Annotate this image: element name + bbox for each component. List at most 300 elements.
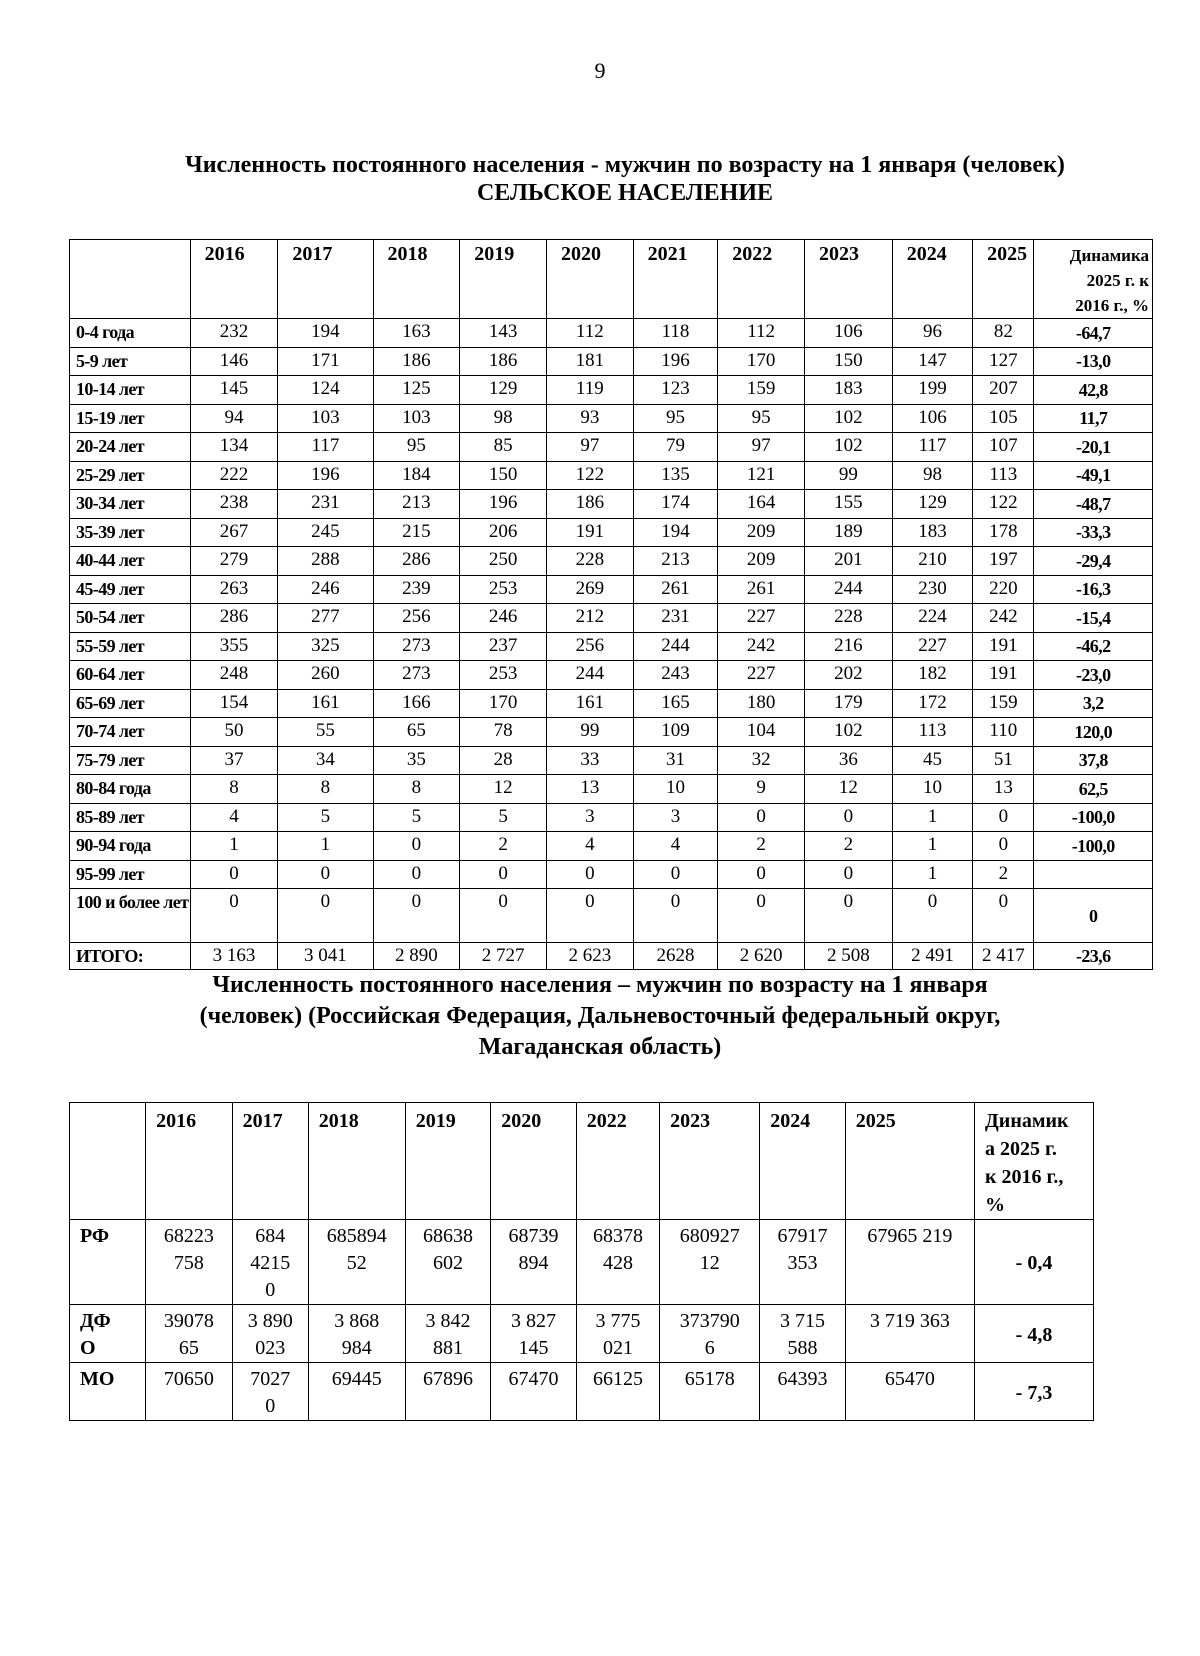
value-line: 0	[265, 1279, 276, 1301]
value-cell: 155	[805, 490, 893, 519]
value-cell: 13	[546, 775, 633, 804]
value-cell: 2 508	[805, 943, 893, 970]
value-line: 68223	[163, 1225, 214, 1247]
value-cell: 102	[805, 404, 893, 433]
value-cell: 2 727	[460, 943, 547, 970]
value-cell: 186	[460, 347, 547, 376]
value-cell: 134	[190, 433, 278, 462]
value-cell: 184	[373, 461, 460, 490]
value-cell: 1	[278, 832, 373, 861]
value-cell: 248	[190, 661, 278, 690]
age-group-label: ИТОГО:	[70, 943, 191, 970]
table-header-row	[70, 240, 1153, 319]
age-group-label: 35-39 лет	[70, 518, 191, 547]
value-cell: 355	[190, 632, 278, 661]
dynamics-cell: -49,1	[1034, 461, 1153, 490]
value-cell: 104	[718, 718, 805, 747]
value-cell: 122	[546, 461, 633, 490]
value-cell: 253	[460, 661, 547, 690]
value-cell: 0	[546, 889, 633, 943]
value-cell: 224	[892, 604, 972, 633]
value-line: 3 827	[510, 1310, 556, 1332]
value-cell: 0	[633, 889, 718, 943]
value-cell: 8	[373, 775, 460, 804]
value-cell	[845, 1363, 974, 1421]
year-header: 2019	[460, 240, 547, 319]
value-line: 353	[787, 1252, 818, 1274]
year-header: 2025	[845, 1103, 974, 1220]
value-cell: 269	[546, 575, 633, 604]
value-cell: 288	[278, 547, 373, 576]
value-cell: 231	[278, 490, 373, 519]
value-cell: 199	[892, 376, 972, 405]
value-cell: 13	[973, 775, 1034, 804]
dynamics-header-line: %	[985, 1194, 1006, 1216]
value-cell: 1	[892, 803, 972, 832]
year-header: 2018	[373, 240, 460, 319]
age-group-label: 95-99 лет	[70, 860, 191, 889]
value-cell	[576, 1220, 659, 1305]
value-cell: 189	[805, 518, 893, 547]
dynamics-cell: -48,7	[1034, 490, 1153, 519]
value-cell: 97	[546, 433, 633, 462]
header-empty-cell	[70, 240, 191, 319]
value-cell: 85	[460, 433, 547, 462]
value-cell: 273	[373, 632, 460, 661]
value-cell: 9	[718, 775, 805, 804]
dynamics-cell: -100,0	[1034, 803, 1153, 832]
table-row	[70, 461, 1153, 490]
dynamics-cell: -29,4	[1034, 547, 1153, 576]
value-cell: 2	[460, 832, 547, 861]
value-cell: 174	[633, 490, 718, 519]
value-cell: 112	[718, 319, 805, 348]
value-cell: 181	[546, 347, 633, 376]
value-cell: 213	[373, 490, 460, 519]
value-cell: 147	[892, 347, 972, 376]
value-cell: 163	[373, 319, 460, 348]
value-line: 65470	[884, 1368, 935, 1390]
value-line: 65178	[684, 1368, 735, 1390]
age-group-label: 15-19 лет	[70, 404, 191, 433]
year-header: 2023	[660, 1103, 760, 1220]
value-cell: 94	[190, 404, 278, 433]
value-cell: 34	[278, 746, 373, 775]
value-cell: 0	[633, 860, 718, 889]
value-cell: 191	[973, 661, 1034, 690]
dynamics-header	[975, 1103, 1094, 1220]
value-cell: 95	[373, 433, 460, 462]
value-cell: 135	[633, 461, 718, 490]
age-group-label: 40-44 лет	[70, 547, 191, 576]
year-header: 2024	[892, 240, 972, 319]
value-cell: 35	[373, 746, 460, 775]
value-cell	[760, 1305, 846, 1363]
value-cell: 227	[718, 661, 805, 690]
dynamics-cell: -64,7	[1034, 319, 1153, 348]
dynamics-cell: -23,0	[1034, 661, 1153, 690]
dynamics-cell: -20,1	[1034, 433, 1153, 462]
value-cell: 191	[973, 632, 1034, 661]
value-cell: 123	[633, 376, 718, 405]
value-cell: 194	[278, 319, 373, 348]
value-line: 65	[178, 1337, 199, 1359]
value-cell: 170	[718, 347, 805, 376]
year-header: 2023	[805, 240, 893, 319]
value-cell	[232, 1363, 308, 1421]
value-cell: 164	[718, 490, 805, 519]
value-cell: 222	[190, 461, 278, 490]
value-line: 984	[341, 1337, 372, 1359]
dynamics-header-line: к 2016 г.,	[985, 1166, 1064, 1188]
value-cell: 103	[373, 404, 460, 433]
table2-title-line: (человек) (Российская Федерация, Дальневосточный федеральный округ,	[199, 1003, 1001, 1029]
value-cell: 31	[633, 746, 718, 775]
value-cell: 179	[805, 689, 893, 718]
value-cell: 102	[805, 718, 893, 747]
value-cell: 243	[633, 661, 718, 690]
table-row	[70, 889, 1153, 943]
value-cell: 117	[278, 433, 373, 462]
value-cell: 10	[892, 775, 972, 804]
value-cell: 105	[973, 404, 1034, 433]
value-line: 70650	[163, 1368, 214, 1390]
dynamics-cell: -16,3	[1034, 575, 1153, 604]
value-line: 145	[518, 1337, 549, 1359]
value-cell: 3	[633, 803, 718, 832]
table-row	[70, 347, 1153, 376]
value-cell: 228	[805, 604, 893, 633]
value-cell: 2 417	[973, 943, 1034, 970]
value-cell: 51	[973, 746, 1034, 775]
value-line: 39078	[163, 1310, 214, 1332]
value-line: 68638	[422, 1225, 473, 1247]
dynamics-cell: -23,6	[1034, 943, 1153, 970]
value-line: 67896	[422, 1368, 473, 1390]
value-cell: 99	[546, 718, 633, 747]
dynamics-cell: -100,0	[1034, 832, 1153, 861]
value-cell: 0	[278, 889, 373, 943]
value-cell: 237	[460, 632, 547, 661]
value-cell: 239	[373, 575, 460, 604]
value-cell: 263	[190, 575, 278, 604]
value-line: 67470	[508, 1368, 559, 1390]
value-cell: 106	[892, 404, 972, 433]
value-cell: 0	[278, 860, 373, 889]
value-line: 3 715	[779, 1310, 825, 1332]
year-header: 2017	[278, 240, 373, 319]
value-line: 67965 219	[867, 1225, 953, 1247]
value-cell: 197	[973, 547, 1034, 576]
value-cell: 216	[805, 632, 893, 661]
value-cell: 159	[718, 376, 805, 405]
value-line: 66125	[592, 1368, 643, 1390]
value-cell: 1	[892, 832, 972, 861]
value-line: 894	[518, 1252, 549, 1274]
table-row	[70, 718, 1153, 747]
value-cell: 165	[633, 689, 718, 718]
value-cell: 231	[633, 604, 718, 633]
value-cell: 95	[718, 404, 805, 433]
age-group-label: 20-24 лет	[70, 433, 191, 462]
value-line: 373790	[679, 1310, 740, 1332]
table-row	[70, 518, 1153, 547]
value-line: 68739	[508, 1225, 559, 1247]
dynamics-cell: -13,0	[1034, 347, 1153, 376]
year-header: 2022	[576, 1103, 659, 1220]
year-header: 2016	[146, 1103, 233, 1220]
value-cell: 183	[805, 376, 893, 405]
year-header: 2024	[760, 1103, 846, 1220]
dynamics-cell: 37,8	[1034, 746, 1153, 775]
dynamics-cell: 3,2	[1034, 689, 1153, 718]
value-cell: 244	[546, 661, 633, 690]
value-cell: 0	[546, 860, 633, 889]
value-cell: 150	[460, 461, 547, 490]
table2-title	[70, 970, 1130, 1063]
value-line: 685894	[326, 1225, 387, 1247]
table-row	[70, 575, 1153, 604]
age-group-label: 70-74 лет	[70, 718, 191, 747]
value-cell: 79	[633, 433, 718, 462]
table1-subtitle: СЕЛЬСКОЕ НАСЕЛЕНИЕ	[476, 180, 774, 206]
value-cell: 180	[718, 689, 805, 718]
value-cell: 99	[805, 461, 893, 490]
value-line: 52	[346, 1252, 367, 1274]
value-line: 021	[602, 1337, 633, 1359]
value-line: 69445	[331, 1368, 382, 1390]
value-cell: 256	[373, 604, 460, 633]
region-label-line: МО	[80, 1368, 115, 1390]
value-cell: 2 620	[718, 943, 805, 970]
value-cell: 129	[460, 376, 547, 405]
value-cell	[760, 1363, 846, 1421]
dynamics-header-line: 2025 г. к	[1086, 271, 1149, 290]
dynamics-cell: -15,4	[1034, 604, 1153, 633]
value-cell: 5	[278, 803, 373, 832]
value-cell: 0	[373, 860, 460, 889]
value-cell: 4	[633, 832, 718, 861]
region-label	[70, 1305, 146, 1363]
age-group-label: 10-14 лет	[70, 376, 191, 405]
value-cell: 3	[546, 803, 633, 832]
value-line: 12	[699, 1252, 720, 1274]
header-empty-cell	[70, 1103, 146, 1220]
dynamics-header	[1034, 240, 1153, 319]
value-cell: 0	[805, 860, 893, 889]
value-cell: 124	[278, 376, 373, 405]
value-cell	[491, 1305, 577, 1363]
value-line: 3 775	[595, 1310, 641, 1332]
dynamics-cell	[1034, 860, 1153, 889]
year-header: 2020	[546, 240, 633, 319]
year-header: 2021	[633, 240, 718, 319]
value-cell: 227	[892, 632, 972, 661]
value-cell	[308, 1363, 405, 1421]
value-cell	[146, 1363, 233, 1421]
region-label	[70, 1220, 146, 1305]
value-cell	[660, 1220, 760, 1305]
value-cell: 4	[190, 803, 278, 832]
value-cell: 97	[718, 433, 805, 462]
value-cell: 45	[892, 746, 972, 775]
dynamics-cell: - 0,4	[975, 1220, 1094, 1305]
value-cell: 246	[278, 575, 373, 604]
value-cell	[405, 1305, 491, 1363]
value-cell: 8	[190, 775, 278, 804]
value-cell: 196	[278, 461, 373, 490]
age-group-label: 0-4 года	[70, 319, 191, 348]
age-group-label: 5-9 лет	[70, 347, 191, 376]
value-cell: 5	[373, 803, 460, 832]
value-line: 68378	[592, 1225, 643, 1247]
value-cell: 244	[805, 575, 893, 604]
value-cell: 98	[892, 461, 972, 490]
value-cell: 0	[460, 860, 547, 889]
value-cell: 10	[633, 775, 718, 804]
table-row	[70, 689, 1153, 718]
value-cell: 33	[546, 746, 633, 775]
value-cell: 2628	[633, 943, 718, 970]
value-cell: 186	[546, 490, 633, 519]
dynamics-cell: -33,3	[1034, 518, 1153, 547]
value-cell: 3 163	[190, 943, 278, 970]
value-cell: 37	[190, 746, 278, 775]
value-cell: 279	[190, 547, 278, 576]
value-cell: 183	[892, 518, 972, 547]
value-cell: 210	[892, 547, 972, 576]
value-cell: 95	[633, 404, 718, 433]
value-line: 6	[704, 1337, 715, 1359]
value-cell: 0	[718, 860, 805, 889]
value-cell: 12	[805, 775, 893, 804]
value-cell: 250	[460, 547, 547, 576]
age-group-label: 45-49 лет	[70, 575, 191, 604]
value-cell: 36	[805, 746, 893, 775]
value-cell	[576, 1305, 659, 1363]
value-cell: 150	[805, 347, 893, 376]
table-row	[70, 803, 1153, 832]
table-row	[70, 860, 1153, 889]
value-cell: 55	[278, 718, 373, 747]
value-cell: 209	[718, 547, 805, 576]
value-cell: 246	[460, 604, 547, 633]
value-cell: 0	[805, 889, 893, 943]
value-cell: 244	[633, 632, 718, 661]
value-cell	[146, 1305, 233, 1363]
value-cell: 118	[633, 319, 718, 348]
value-cell: 0	[190, 860, 278, 889]
value-cell: 50	[190, 718, 278, 747]
value-cell	[845, 1220, 974, 1305]
table-row	[70, 1363, 1094, 1421]
value-cell	[405, 1363, 491, 1421]
value-cell: 261	[718, 575, 805, 604]
value-cell: 154	[190, 689, 278, 718]
value-cell: 0	[718, 889, 805, 943]
dynamics-cell: 120,0	[1034, 718, 1153, 747]
value-cell: 65	[373, 718, 460, 747]
value-cell: 109	[633, 718, 718, 747]
value-line: 023	[255, 1337, 286, 1359]
dynamics-cell: 0	[1034, 889, 1153, 943]
value-cell: 207	[973, 376, 1034, 405]
value-cell: 212	[546, 604, 633, 633]
value-line: 4215	[250, 1252, 291, 1274]
value-cell: 146	[190, 347, 278, 376]
dynamics-cell: - 7,3	[975, 1363, 1094, 1421]
value-cell: 2	[718, 832, 805, 861]
value-cell: 127	[973, 347, 1034, 376]
value-cell: 0	[973, 832, 1034, 861]
value-cell: 194	[633, 518, 718, 547]
value-cell: 28	[460, 746, 547, 775]
age-group-label: 60-64 лет	[70, 661, 191, 690]
value-cell	[491, 1363, 577, 1421]
value-cell: 202	[805, 661, 893, 690]
value-cell: 143	[460, 319, 547, 348]
value-line: 680927	[679, 1225, 740, 1247]
age-group-label: 80-84 года	[70, 775, 191, 804]
value-line: 3 842	[425, 1310, 471, 1332]
value-cell: 161	[278, 689, 373, 718]
value-cell: 117	[892, 433, 972, 462]
value-cell: 196	[460, 490, 547, 519]
value-cell: 3 041	[278, 943, 373, 970]
table-row	[70, 1220, 1094, 1305]
value-cell: 166	[373, 689, 460, 718]
year-header: 2020	[491, 1103, 577, 1220]
value-cell: 245	[278, 518, 373, 547]
value-cell: 103	[278, 404, 373, 433]
table-row	[70, 376, 1153, 405]
value-cell: 186	[373, 347, 460, 376]
regional-population-table	[69, 1102, 1094, 1421]
table1-title: Численность постоянного населения - мужчин по возрасту на 1 января (человек)	[185, 152, 1065, 178]
value-cell: 0	[718, 803, 805, 832]
table-row	[70, 632, 1153, 661]
value-cell: 32	[718, 746, 805, 775]
dynamics-cell: - 4,8	[975, 1305, 1094, 1363]
value-cell: 325	[278, 632, 373, 661]
age-group-label: 65-69 лет	[70, 689, 191, 718]
value-cell: 260	[278, 661, 373, 690]
value-cell: 277	[278, 604, 373, 633]
value-cell: 0	[373, 832, 460, 861]
value-line: 3 719 363	[869, 1310, 950, 1332]
value-cell: 0	[973, 889, 1034, 943]
value-cell	[660, 1363, 760, 1421]
value-line: 7027	[250, 1368, 291, 1390]
value-cell: 125	[373, 376, 460, 405]
table-row	[70, 490, 1153, 519]
value-cell: 2	[973, 860, 1034, 889]
dynamics-header-line: 2016 г., %	[1075, 296, 1149, 315]
value-cell: 113	[973, 461, 1034, 490]
value-line: 684	[255, 1225, 286, 1247]
value-cell: 8	[278, 775, 373, 804]
region-label	[70, 1363, 146, 1421]
value-cell: 4	[546, 832, 633, 861]
value-cell	[491, 1220, 577, 1305]
year-header: 2025	[973, 240, 1034, 319]
value-cell	[308, 1220, 405, 1305]
age-group-label: 85-89 лет	[70, 803, 191, 832]
value-cell: 145	[190, 376, 278, 405]
table-row	[70, 661, 1153, 690]
value-cell: 228	[546, 547, 633, 576]
age-group-label: 30-34 лет	[70, 490, 191, 519]
